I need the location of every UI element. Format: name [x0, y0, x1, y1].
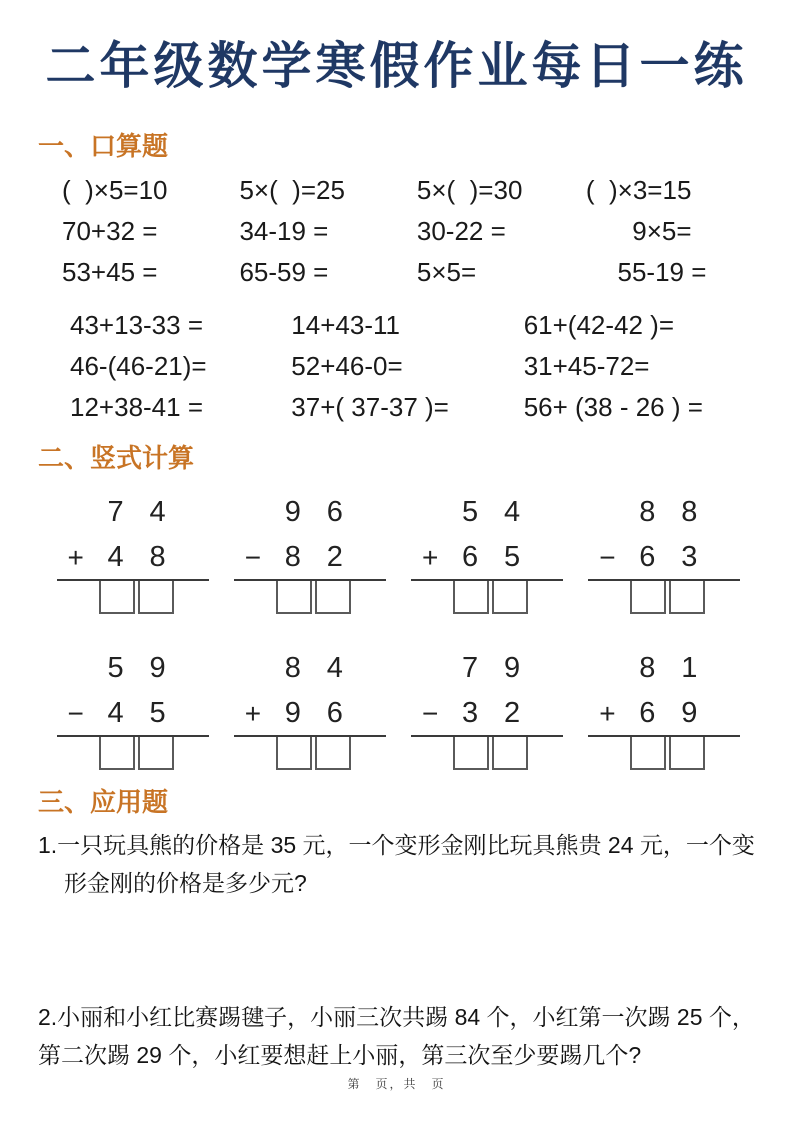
answer-box	[99, 581, 135, 614]
answer-box	[492, 581, 528, 614]
oral-problem: 9×5=	[632, 216, 692, 246]
top-operand	[411, 482, 563, 527]
oral-row	[70, 305, 745, 346]
operator: +	[421, 542, 439, 573]
digit: 4	[504, 496, 521, 528]
bottom-operand	[57, 683, 209, 728]
digit: 6	[326, 697, 343, 729]
digit: 5	[462, 496, 479, 528]
answer-box	[99, 737, 135, 770]
section-heading-vertical: 二、竖式计算	[38, 443, 195, 473]
digit: 8	[639, 652, 656, 684]
digit: 8	[681, 496, 698, 528]
answer-box	[669, 737, 705, 770]
bottom-operand	[588, 527, 740, 572]
operator: −	[421, 698, 439, 729]
oral-problem: 53+45 =	[62, 257, 158, 287]
oral-problem: 14+43-11	[291, 310, 400, 340]
page-title: 二年级数学寒假作业每日一练	[45, 38, 748, 94]
oral-problem: 65-59 =	[239, 257, 329, 287]
digit: 8	[284, 652, 301, 684]
bottom-operand	[411, 527, 563, 572]
digit: 9	[284, 496, 301, 528]
answer-box	[453, 581, 489, 614]
vertical-problem	[57, 638, 209, 770]
digit: 9	[504, 652, 521, 684]
operator: −	[599, 542, 616, 573]
digit: 6	[326, 496, 343, 528]
page-footer: 第 页，共 页	[347, 1077, 446, 1091]
vertical-problem	[411, 482, 563, 614]
oral-row	[62, 211, 738, 252]
digit: 8	[149, 541, 166, 573]
digit: 2	[504, 697, 521, 729]
digit: 1	[681, 652, 698, 684]
vertical-problem	[234, 638, 386, 770]
oral-problem: 5×( )=30	[416, 175, 523, 205]
vertical-problem	[234, 482, 386, 614]
vertical-problem	[57, 482, 209, 614]
digit: 8	[639, 496, 656, 528]
operator: −	[67, 698, 84, 729]
digit: 9	[681, 697, 698, 729]
section-heading-word: 三、应用题	[38, 787, 169, 817]
bottom-operand	[57, 527, 209, 572]
oral-problem: 56+ (38 - 26 ) =	[523, 392, 703, 422]
answer-box	[276, 737, 312, 770]
vertical-problem	[588, 482, 740, 614]
digit: 5	[107, 652, 124, 684]
oral-problem: 43+13-33 =	[70, 310, 204, 340]
oral-problem: 70+32 =	[62, 216, 158, 246]
vertical-problem	[411, 638, 563, 770]
answer-boxes	[276, 737, 386, 770]
digit: 9	[284, 697, 301, 729]
answer-box	[630, 581, 666, 614]
answer-boxes	[99, 581, 209, 614]
answer-boxes	[453, 737, 563, 770]
bottom-operand	[588, 683, 740, 728]
bottom-operand	[234, 527, 386, 572]
answer-boxes	[630, 737, 740, 770]
oral-problem: 30-22 =	[416, 216, 506, 246]
digit: 6	[639, 697, 656, 729]
bottom-operand	[234, 683, 386, 728]
oral-problem: 46-(46-21)=	[70, 351, 207, 381]
answer-box	[315, 581, 351, 614]
digit: 4	[107, 541, 124, 573]
oral-row	[62, 252, 738, 293]
top-operand	[588, 482, 740, 527]
oral-problem: 55-19 =	[617, 257, 707, 287]
answer-boxes	[630, 581, 740, 614]
digit: 4	[326, 652, 343, 684]
digit: 7	[462, 652, 479, 684]
oral-problem: ( )×5=10	[62, 175, 168, 205]
top-operand	[411, 638, 563, 683]
oral-problem: 34-19 =	[239, 216, 329, 246]
answer-box	[669, 581, 705, 614]
section-heading-oral: 一、口算题	[38, 131, 169, 161]
top-operand	[57, 482, 209, 527]
oral-row	[70, 346, 745, 387]
oral-problem: 37+( 37-37 )=	[291, 392, 449, 422]
digit: 9	[149, 652, 166, 684]
oral-row	[70, 387, 745, 428]
oral-problem: 31+45-72=	[523, 351, 650, 381]
word-problem-1: 1.一只玩具熊的价格是 35 元，一个变形金刚比玩具熊贵 24 元，一个变形金刚的价格是多少元?	[38, 832, 755, 896]
digit: 4	[107, 697, 124, 729]
digit: 5	[504, 541, 521, 573]
digit: 6	[462, 541, 479, 573]
digit: 8	[284, 541, 301, 573]
digit: 5	[149, 697, 166, 729]
answer-box	[276, 581, 312, 614]
answer-box	[138, 581, 174, 614]
word-problems	[0, 826, 793, 1074]
vertical-problems-grid	[0, 482, 793, 770]
word-problem-2: 2.小丽和小红比赛踢毽子，小丽三次共踢 84 个，小红第一次踢 25 个，第二次踢 29 个，小红要想赶上小丽，第三次至少要踢几个?	[38, 1004, 755, 1068]
digit: 3	[681, 541, 698, 573]
digit: 2	[326, 541, 343, 573]
digit: 3	[462, 697, 479, 729]
oral-problems-group-4col	[0, 170, 793, 293]
oral-problem: ( )×3=15	[585, 175, 692, 205]
answer-box	[492, 737, 528, 770]
oral-problem: 5×( )=25	[239, 175, 345, 205]
answer-box	[453, 737, 489, 770]
top-operand	[588, 638, 740, 683]
answer-boxes	[453, 581, 563, 614]
answer-box	[138, 737, 174, 770]
answer-box	[315, 737, 351, 770]
answer-box	[630, 737, 666, 770]
digit: 6	[639, 541, 656, 573]
digit: 4	[149, 496, 166, 528]
top-operand	[234, 482, 386, 527]
operator: +	[67, 542, 84, 573]
answer-boxes	[276, 581, 386, 614]
oral-problems-group-3col	[0, 305, 793, 428]
top-operand	[234, 638, 386, 683]
operator: −	[244, 542, 262, 573]
oral-problem: 5×5=	[416, 257, 477, 287]
oral-problem: 52+46-0=	[291, 351, 403, 381]
operator: +	[599, 698, 616, 729]
oral-problem: 61+(42-42 )=	[523, 310, 675, 340]
operator: +	[244, 698, 262, 729]
vertical-problem	[588, 638, 740, 770]
oral-problem: 12+38-41 =	[70, 392, 204, 422]
oral-row	[62, 170, 738, 211]
top-operand	[57, 638, 209, 683]
answer-boxes	[99, 737, 209, 770]
bottom-operand	[411, 683, 563, 728]
digit: 7	[107, 496, 124, 528]
